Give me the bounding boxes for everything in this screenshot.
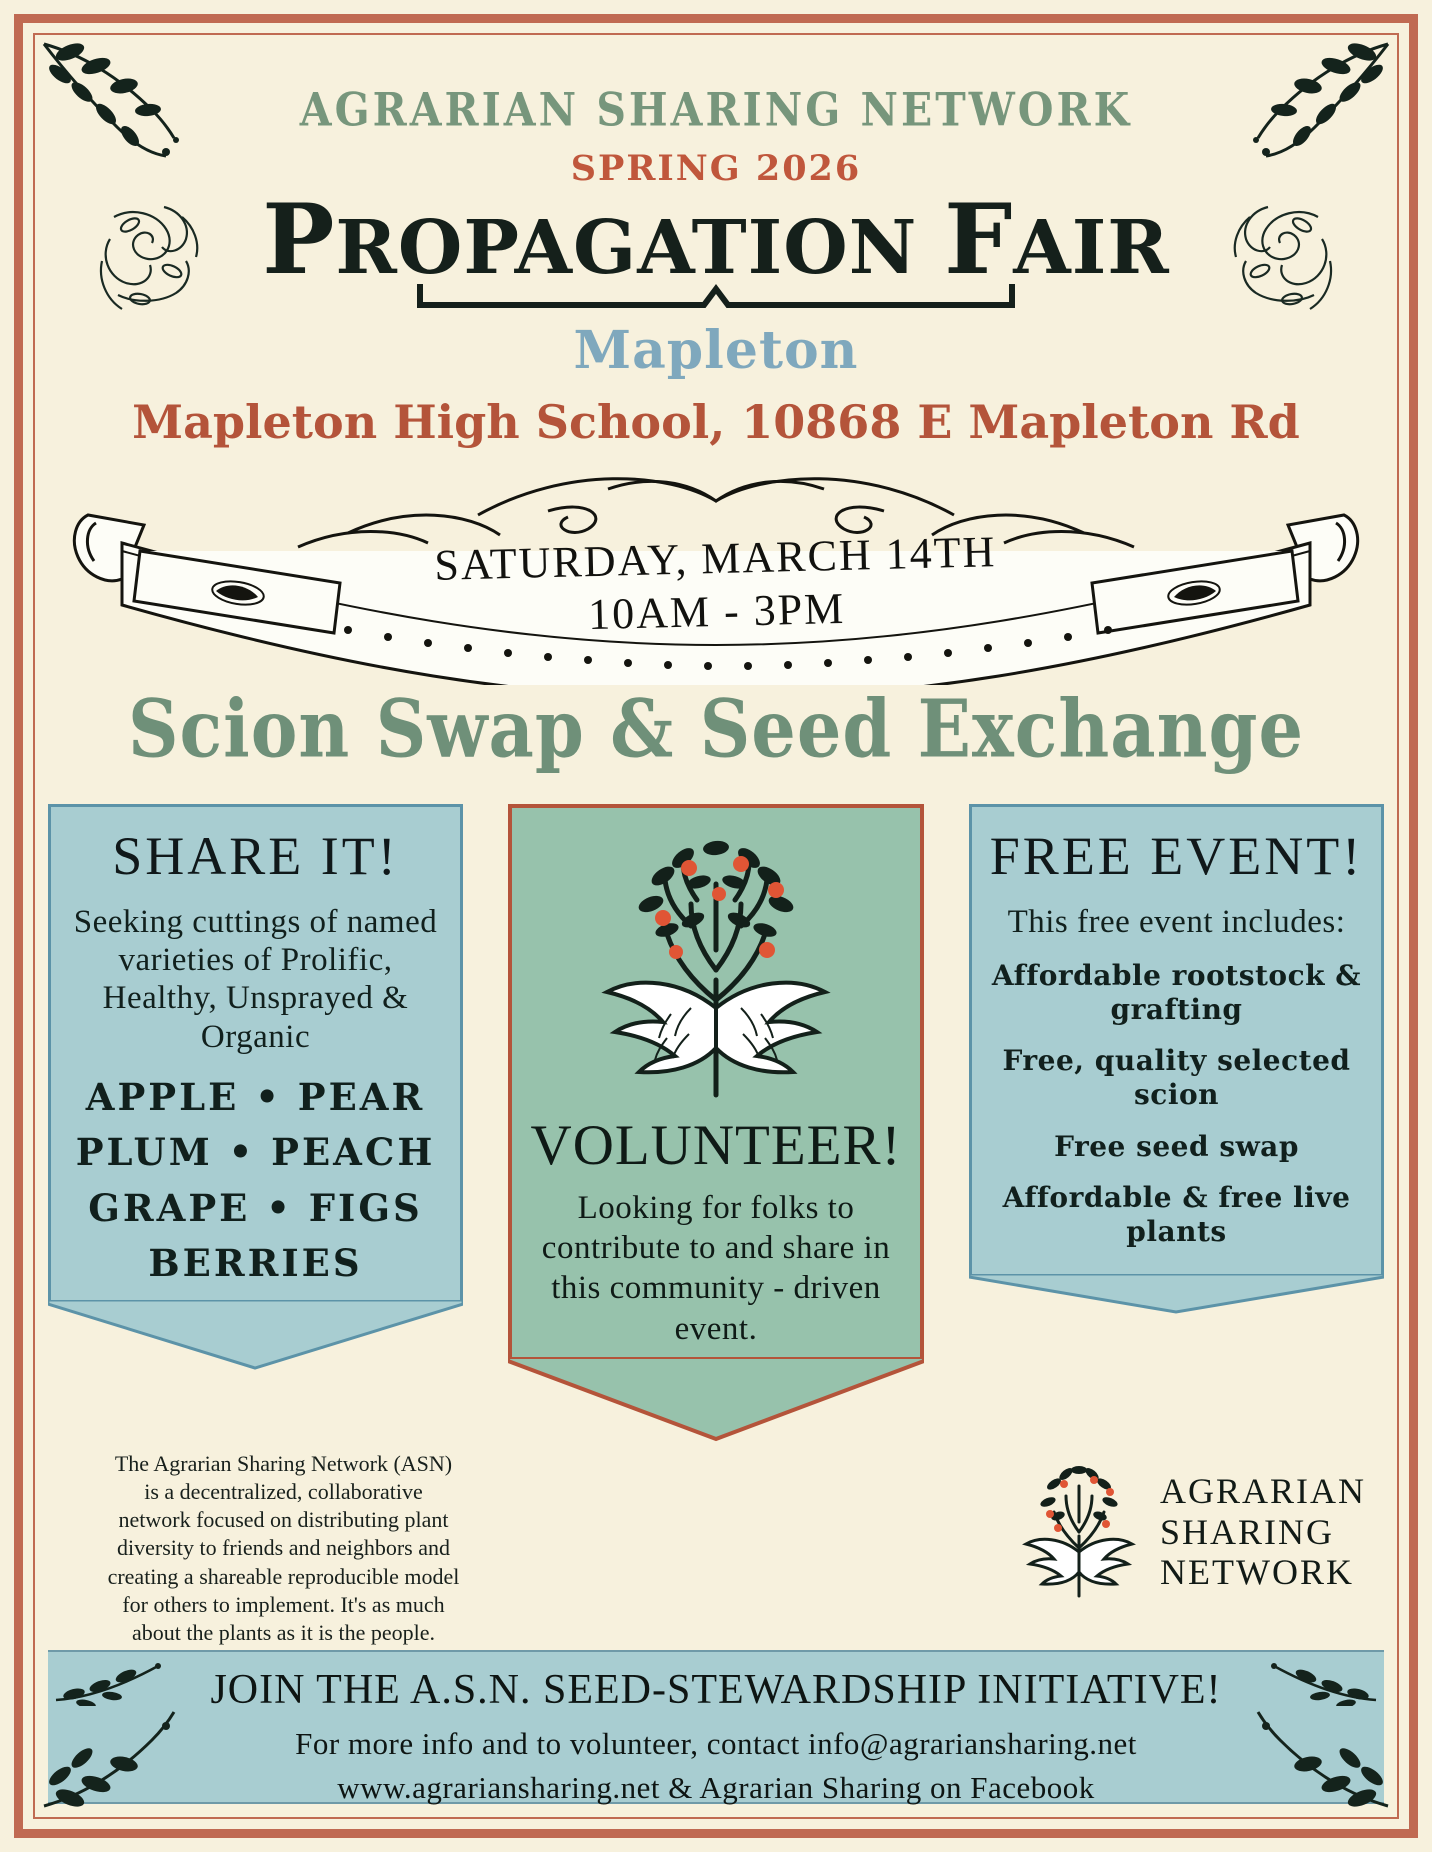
title-p: P <box>262 183 336 296</box>
below-panels <box>48 1444 1384 1659</box>
date-banner <box>48 455 1384 685</box>
panel-body-volunteer: Looking for folks to contribute to and share in this community - driven event. <box>541 1189 891 1347</box>
event-date: SATURDAY, MARCH 14TH <box>433 527 997 590</box>
pennant-point <box>48 1300 463 1370</box>
poster-content <box>48 48 1384 1804</box>
page-title <box>48 183 1384 296</box>
season-label: SPRING 2026 <box>570 148 862 189</box>
footer-contact: For more info and to volunteer, contact info@agrariansharing.net <box>295 1726 1137 1761</box>
winged-tree-logo-icon <box>1014 1462 1144 1602</box>
section-headline: Scion Swap & Seed Exchange <box>127 681 1305 776</box>
free-event-item: Free seed swap <box>1054 1129 1299 1163</box>
winged-tree-icon <box>571 830 861 1105</box>
panel-subtitle-free: This free event includes: <box>1007 903 1346 940</box>
city-name: Mapleton <box>573 319 859 381</box>
title-air: AIR <box>1013 205 1170 291</box>
species-list <box>67 1070 444 1292</box>
title-ropagation: ROPAGATION <box>335 205 945 291</box>
footer-banner <box>48 1650 1384 1804</box>
panel-share-it <box>48 804 463 1370</box>
panel-volunteer <box>508 804 924 1442</box>
panel-free-event <box>969 804 1384 1314</box>
vine-ornament-icon <box>54 1660 164 1706</box>
species-row: GRAPE • FIGS <box>88 1185 423 1230</box>
floral-ornament-icon <box>1223 199 1338 319</box>
event-time: 10AM - 3PM <box>587 583 846 640</box>
floral-ornament-icon <box>94 199 209 319</box>
pennant-point <box>969 1274 1384 1314</box>
vine-ornament-icon <box>1268 1660 1378 1706</box>
organization-title: AGRARIAN SHARING NETWORK <box>299 83 1133 137</box>
footer-web: www.agrariansharing.net & Agrarian Sharing on Facebook <box>337 1770 1095 1805</box>
panel-title-volunteer: VOLUNTEER! <box>530 1113 902 1177</box>
panel-title-share: SHARE IT! <box>112 825 399 886</box>
free-event-item: Free, quality selected scion <box>1002 1044 1351 1111</box>
logo-line-3: NETWORK <box>1159 1552 1354 1593</box>
free-event-item: Affordable & free live plants <box>1002 1181 1351 1248</box>
asn-logo <box>1014 1462 1366 1602</box>
species-row: PLUM • PEACH <box>75 1130 436 1175</box>
info-panels <box>48 804 1384 1442</box>
asn-description: The Agrarian Sharing Network (ASN) is a decentralized, collaborative network focused on distributing plant diversity to friends and neighbors and creating a shareable reproducible model for others to implement. It's as much about the plants as it is the people. <box>107 1450 460 1645</box>
panel-title-free: FREE EVENT! <box>989 825 1364 886</box>
venue-address: Mapleton High School, 10868 E Mapleton Rd <box>132 394 1300 449</box>
species-row: BERRIES <box>148 1241 363 1286</box>
pennant-point <box>508 1357 924 1442</box>
asn-logo-text <box>1160 1471 1366 1592</box>
species-row: APPLE • PEAR <box>85 1074 426 1119</box>
free-event-item: Affordable rootstock & grafting <box>991 959 1362 1026</box>
footer-headline: JOIN THE A.S.N. SEED-STEWARDSHIP INITIATIVE! <box>210 1667 1222 1713</box>
panel-body-share: Seeking cuttings of named varieties of Prolific, Healthy, Unsprayed & Organic <box>73 903 438 1055</box>
title-f: F <box>944 183 1014 296</box>
logo-line-2: SHARING <box>1159 1511 1334 1552</box>
logo-line-1: AGRARIAN <box>1159 1471 1366 1512</box>
free-event-items <box>988 959 1365 1248</box>
